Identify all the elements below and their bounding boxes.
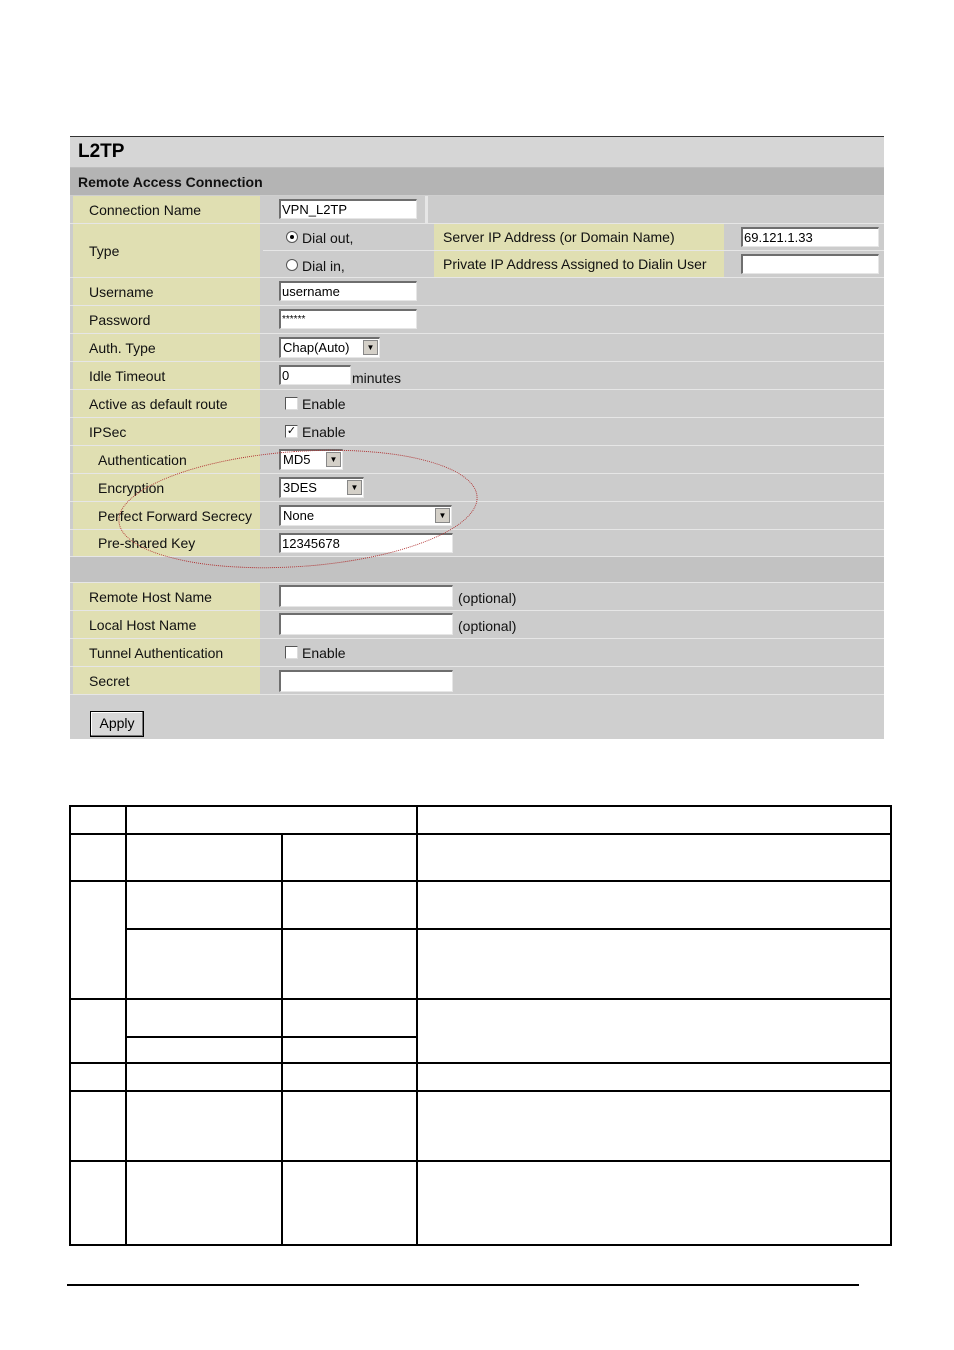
secret-input[interactable] xyxy=(279,670,453,692)
psk-cell xyxy=(263,530,884,556)
encryption-value: 3DES xyxy=(283,480,317,495)
table-cell xyxy=(282,1161,417,1245)
row-authentication xyxy=(70,446,884,474)
ipsec-label: IPSec xyxy=(73,418,260,445)
authentication-cell xyxy=(263,446,884,473)
encryption-label: Encryption xyxy=(73,474,260,501)
row-connection-name xyxy=(70,196,884,224)
table-row xyxy=(70,999,891,1037)
table-cell xyxy=(70,834,126,881)
remote-host-input[interactable] xyxy=(279,585,453,607)
password-label: Password xyxy=(73,306,260,333)
table-cell xyxy=(417,834,891,881)
row-encryption xyxy=(70,474,884,502)
server-ip-label-cell xyxy=(434,224,724,250)
tunnel-auth-checkbox[interactable] xyxy=(285,646,298,659)
table-cell xyxy=(70,1091,126,1161)
psk-input[interactable]: 12345678 xyxy=(279,533,453,553)
checkmark-icon: ✓ xyxy=(286,425,297,437)
table-row xyxy=(70,1063,891,1091)
remote-host-hint: (optional) xyxy=(458,590,517,606)
table-cell xyxy=(282,834,417,881)
dial-in-label: Dial in, xyxy=(302,258,345,274)
pfs-label: Perfect Forward Secrecy xyxy=(73,502,260,529)
dial-out-radio[interactable] xyxy=(286,231,298,243)
dial-in-radio[interactable] xyxy=(286,259,298,271)
authentication-label: Authentication xyxy=(73,446,260,473)
table-cell xyxy=(126,881,282,929)
table-cell xyxy=(282,999,417,1037)
username-label: Username xyxy=(73,278,260,305)
psk-label: Pre-shared Key xyxy=(73,530,260,556)
table-cell xyxy=(126,999,282,1037)
idle-timeout-input[interactable]: 0 xyxy=(279,365,351,385)
auth-type-select[interactable] xyxy=(279,337,380,358)
table-cell xyxy=(126,1091,282,1161)
footer-rule xyxy=(67,1284,859,1286)
tunnel-auth-label: Tunnel Authentication xyxy=(73,639,260,666)
password-input[interactable]: ****** xyxy=(279,309,417,329)
row-ipsec xyxy=(70,418,884,446)
table-cell xyxy=(282,881,417,929)
secret-label: Secret xyxy=(73,667,260,694)
section-header xyxy=(70,168,884,195)
remote-host-label: Remote Host Name xyxy=(73,583,260,610)
username-cell xyxy=(263,278,884,305)
idle-timeout-cell xyxy=(263,362,884,389)
password-cell xyxy=(263,306,884,333)
table-cell xyxy=(126,1063,282,1091)
ipsec-cell xyxy=(263,418,884,445)
table-cell xyxy=(126,929,282,999)
row-default-route xyxy=(70,390,884,418)
ipsec-checkbox[interactable] xyxy=(285,425,298,438)
row-idle-timeout xyxy=(70,362,884,390)
connection-name-cell xyxy=(263,196,884,223)
table-row xyxy=(70,881,891,929)
table-cell xyxy=(417,1063,891,1091)
row-tunnel-auth xyxy=(70,639,884,667)
secret-cell xyxy=(263,667,884,694)
remote-host-cell xyxy=(263,583,884,610)
default-route-enable-label: Enable xyxy=(302,396,346,412)
radio-selected-dot xyxy=(290,235,294,239)
chevron-down-icon[interactable]: ▼ xyxy=(363,340,378,355)
auth-type-cell xyxy=(263,334,884,361)
table-cell xyxy=(126,1037,282,1063)
row-auth-type xyxy=(70,334,884,362)
local-host-label: Local Host Name xyxy=(73,611,260,638)
row-local-host xyxy=(70,611,884,639)
table-cell xyxy=(282,1063,417,1091)
private-ip-label-cell xyxy=(434,251,724,277)
table-cell xyxy=(282,929,417,999)
pfs-cell xyxy=(263,502,884,529)
row-remote-host xyxy=(70,583,884,611)
ipsec-enable-label: Enable xyxy=(302,424,346,440)
default-route-label: Active as default route xyxy=(73,390,260,417)
local-host-cell xyxy=(263,611,884,638)
connection-name-input[interactable]: VPN_L2TP xyxy=(279,199,417,219)
default-route-checkbox[interactable] xyxy=(285,397,298,410)
chevron-down-icon[interactable]: ▼ xyxy=(326,452,341,467)
title-row xyxy=(70,137,884,168)
table-cell xyxy=(126,834,282,881)
idle-timeout-unit: minutes xyxy=(352,370,402,386)
table-cell xyxy=(70,806,126,834)
server-ip-input[interactable]: 69.121.1.33 xyxy=(741,227,879,247)
server-ip-label: Server IP Address (or Domain Name) xyxy=(443,229,675,245)
authentication-value: MD5 xyxy=(283,452,311,467)
chevron-down-icon[interactable]: ▼ xyxy=(435,508,450,523)
table-cell xyxy=(70,881,126,999)
description-table xyxy=(69,805,892,1246)
tunnel-auth-cell xyxy=(263,639,884,666)
page-title: L2TP xyxy=(78,141,125,162)
connection-name-label: Connection Name xyxy=(73,196,260,223)
table-cell xyxy=(70,999,126,1063)
row-pfs xyxy=(70,502,884,530)
authentication-select[interactable] xyxy=(279,449,343,470)
private-ip-label: Private IP Address Assigned to Dialin User xyxy=(443,256,707,272)
auth-type-value: Chap(Auto) xyxy=(283,340,350,355)
l2tp-panel xyxy=(70,136,884,739)
encryption-cell xyxy=(263,474,884,501)
type-cell xyxy=(263,224,884,277)
chevron-down-icon[interactable]: ▼ xyxy=(347,480,362,495)
table-cell xyxy=(417,1091,891,1161)
private-ip-input[interactable] xyxy=(741,254,879,274)
table-row xyxy=(70,1091,891,1161)
table-row xyxy=(70,1161,891,1245)
section-title: Remote Access Connection xyxy=(78,174,263,190)
table-row xyxy=(70,834,891,881)
table-cell xyxy=(282,1091,417,1161)
table-cell xyxy=(70,1161,126,1245)
row-username xyxy=(70,278,884,306)
table-cell xyxy=(417,929,891,999)
table-cell xyxy=(126,806,417,834)
row-password xyxy=(70,306,884,334)
apply-button[interactable]: Apply xyxy=(90,711,144,737)
table-cell xyxy=(417,1161,891,1245)
idle-timeout-label: Idle Timeout xyxy=(73,362,260,389)
cell-divider xyxy=(425,196,428,223)
table-cell xyxy=(282,1037,417,1063)
row-psk xyxy=(70,530,884,557)
local-host-input[interactable] xyxy=(279,613,453,635)
row-secret xyxy=(70,667,884,695)
local-host-hint: (optional) xyxy=(458,618,517,634)
dial-out-label: Dial out, xyxy=(302,230,354,246)
table-cell xyxy=(126,1161,282,1245)
row-type xyxy=(70,224,884,278)
pfs-value: None xyxy=(283,508,315,523)
table-cell xyxy=(417,999,891,1063)
username-input[interactable]: username xyxy=(279,281,417,301)
default-route-cell xyxy=(263,390,884,417)
table-row xyxy=(70,929,891,999)
auth-type-label: Auth. Type xyxy=(73,334,260,361)
table-row xyxy=(70,806,891,834)
tunnel-auth-enable-label: Enable xyxy=(302,645,346,661)
table-cell xyxy=(417,806,891,834)
table-cell xyxy=(70,1063,126,1091)
table-cell xyxy=(417,881,891,929)
type-label: Type xyxy=(73,224,260,277)
spacer-row xyxy=(70,557,884,583)
pfs-select[interactable] xyxy=(279,505,452,526)
encryption-select[interactable] xyxy=(279,477,364,498)
